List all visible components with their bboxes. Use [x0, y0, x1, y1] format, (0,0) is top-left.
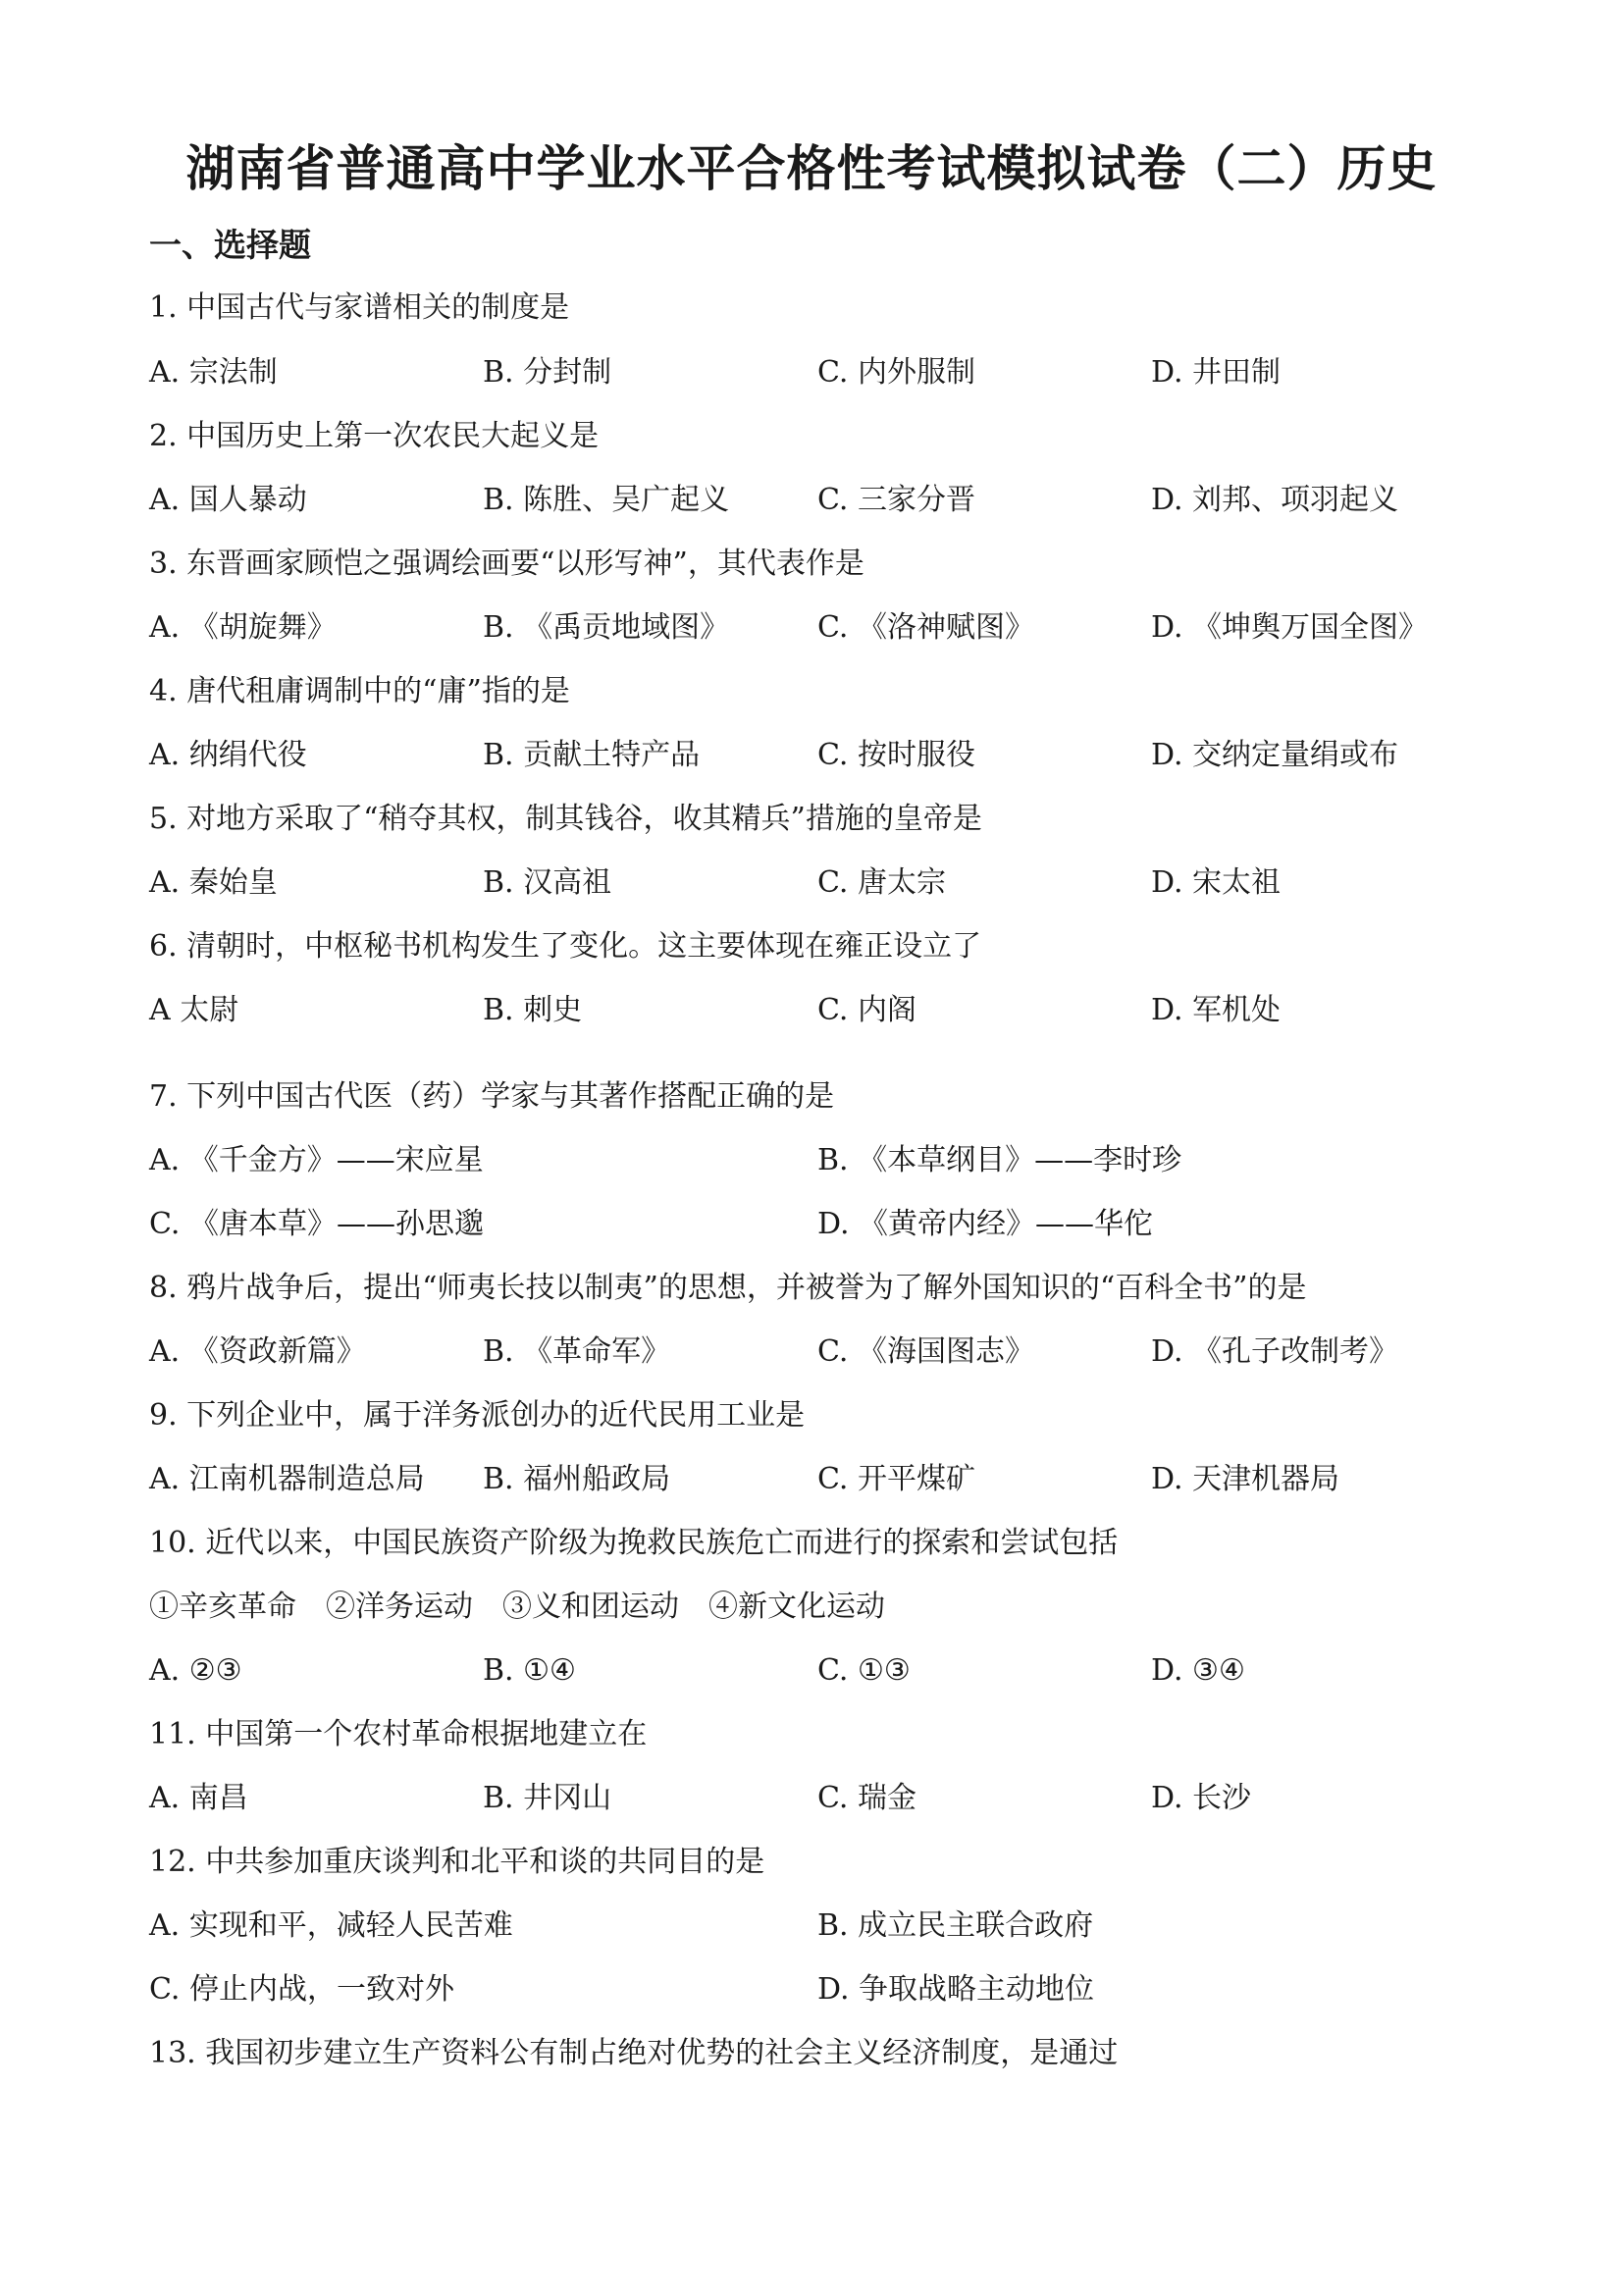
- option-b: B. 贡献土特产品: [483, 738, 701, 772]
- option-a: A. 实现和平，减轻人民苦难: [149, 1908, 513, 1943]
- question-stem: [0, 2030, 1623, 2077]
- question-stem: [0, 1711, 1623, 1758]
- question-text: 13. 我国初步建立生产资料公有制占绝对优势的社会主义经济制度，是通过: [149, 2036, 1119, 2070]
- option-b: B. 汉高祖: [483, 865, 612, 900]
- option-c: C. 内阁: [817, 993, 916, 1027]
- question-stem: [0, 796, 1623, 843]
- question-text: 3. 东晋画家顾恺之强调绘画要“以形写神”，其代表作是: [149, 547, 864, 581]
- question-stem: [0, 413, 1623, 460]
- option-a: A. ②③: [149, 1653, 242, 1688]
- question-stem: [0, 541, 1623, 588]
- option-a: A. 宗法制: [149, 355, 278, 390]
- option-d: D. 天津机器局: [1151, 1462, 1340, 1496]
- option-b: B. 福州船政局: [483, 1462, 671, 1496]
- option-d: D. ③④: [1151, 1653, 1245, 1688]
- option-row: [0, 1775, 1623, 1822]
- question-stem: [0, 1839, 1623, 1886]
- option-row: [0, 1456, 1623, 1503]
- option-row: [0, 1966, 1623, 2013]
- option-d: D. 刘邦、项羽起义: [1151, 483, 1399, 517]
- question-text: 4. 唐代租庸调制中的“庸”指的是: [149, 674, 570, 708]
- page-title: 湖南省普通高中学业水平合格性考试模拟试卷（二）历史: [185, 140, 1438, 197]
- option-b: B. 陈胜、吴广起义: [483, 483, 730, 517]
- option-a: A. 国人暴动: [149, 483, 307, 517]
- option-b: B. 分封制: [483, 355, 612, 390]
- option-d: D. 《孔子改制考》: [1151, 1334, 1399, 1369]
- option-c: C. 开平煤矿: [817, 1462, 975, 1496]
- option-c: C. 三家分晋: [817, 483, 975, 517]
- option-b: B. 井冈山: [483, 1781, 612, 1815]
- option-d: D. 井田制: [1151, 355, 1282, 390]
- option-c: C. ①③: [817, 1653, 911, 1688]
- option-d: D. 军机处: [1151, 993, 1282, 1027]
- option-d: D. 长沙: [1151, 1781, 1252, 1815]
- option-b: B. 成立民主联合政府: [817, 1908, 1094, 1943]
- option-row: [0, 604, 1623, 652]
- question-text: 6. 清朝时，中枢秘书机构发生了变化。这主要体现在雍正设立了: [149, 929, 982, 964]
- option-d: D. 《坤舆万国全图》: [1151, 610, 1429, 645]
- question-text: 8. 鸦片战争后，提出“师夷长技以制夷”的思想，并被誉为了解外国知识的“百科全书”的是: [149, 1271, 1307, 1305]
- option-c: C. 内外服制: [817, 355, 975, 390]
- question-text: 12. 中共参加重庆谈判和北平和谈的共同目的是: [149, 1845, 765, 1879]
- question-text: 5. 对地方采取了“稍夺其权，制其钱谷，收其精兵”措施的皇帝是: [149, 802, 982, 836]
- question-text: 2. 中国历史上第一次农民大起义是: [149, 419, 600, 453]
- question-stem: [0, 285, 1623, 332]
- option-row: [0, 1329, 1623, 1376]
- question-stem: [0, 668, 1623, 715]
- question-stem: [0, 1073, 1623, 1121]
- option-row: [0, 1903, 1623, 1950]
- question-stem: [0, 1392, 1623, 1439]
- option-row: [0, 1137, 1623, 1184]
- section-heading: 一、选择题: [149, 226, 311, 264]
- option-c: C. 《海国图志》: [817, 1334, 1034, 1369]
- option-b: B. 《本草纲目》——李时珍: [817, 1143, 1182, 1177]
- option-b: B. 《禹贡地域图》: [483, 610, 730, 645]
- option-a: A. 《资政新篇》: [149, 1334, 366, 1369]
- option-c: C. 《洛神赋图》: [817, 610, 1034, 645]
- question-text: 1. 中国古代与家谱相关的制度是: [149, 290, 570, 325]
- question-text: 7. 下列中国古代医（药）学家与其著作搭配正确的是: [149, 1079, 835, 1114]
- option-row: [0, 477, 1623, 524]
- option-c: C. 停止内战，一致对外: [149, 1972, 454, 2007]
- option-row: [0, 1201, 1623, 1248]
- option-b: B. ①④: [483, 1653, 576, 1688]
- option-b: B. 刺史: [483, 993, 583, 1027]
- option-a: A. 南昌: [149, 1781, 248, 1815]
- option-row: [0, 860, 1623, 907]
- option-a: A. 《胡旋舞》: [149, 610, 337, 645]
- option-row: [0, 349, 1623, 396]
- option-a: A 太尉: [149, 993, 239, 1027]
- option-a: A. 纳绢代役: [149, 738, 307, 772]
- option-d: D. 争取战略主动地位: [817, 1972, 1095, 2007]
- question-text: 9. 下列企业中，属于洋务派创办的近代民用工业是: [149, 1398, 806, 1433]
- question-stem: [0, 923, 1623, 970]
- option-d: D. 《黄帝内经》——华佗: [817, 1207, 1154, 1241]
- question-sub-items: [0, 1584, 1623, 1631]
- option-b: B. 《革命军》: [483, 1334, 671, 1369]
- option-a: A. 秦始皇: [149, 865, 278, 900]
- question-text: 11. 中国第一个农村革命根据地建立在: [149, 1717, 648, 1751]
- option-a: A. 江南机器制造总局: [149, 1462, 425, 1496]
- option-row: [0, 732, 1623, 779]
- option-c: C. 唐太宗: [817, 865, 946, 900]
- option-c: C. 《唐本草》——孙思邈: [149, 1207, 484, 1241]
- option-row: [0, 1647, 1623, 1695]
- option-row: [0, 987, 1623, 1034]
- sub-items-text: ①辛亥革命 ②洋务运动 ③义和团运动 ④新文化运动: [149, 1590, 885, 1624]
- option-c: C. 瑞金: [817, 1781, 916, 1815]
- option-d: D. 宋太祖: [1151, 865, 1282, 900]
- question-text: 10. 近代以来，中国民族资产阶级为挽救民族危亡而进行的探索和尝试包括: [149, 1526, 1119, 1560]
- question-stem: [0, 1520, 1623, 1567]
- option-d: D. 交纳定量绢或布: [1151, 738, 1399, 772]
- option-a: A. 《千金方》——宋应星: [149, 1143, 484, 1177]
- question-stem: [0, 1265, 1623, 1312]
- option-c: C. 按时服役: [817, 738, 975, 772]
